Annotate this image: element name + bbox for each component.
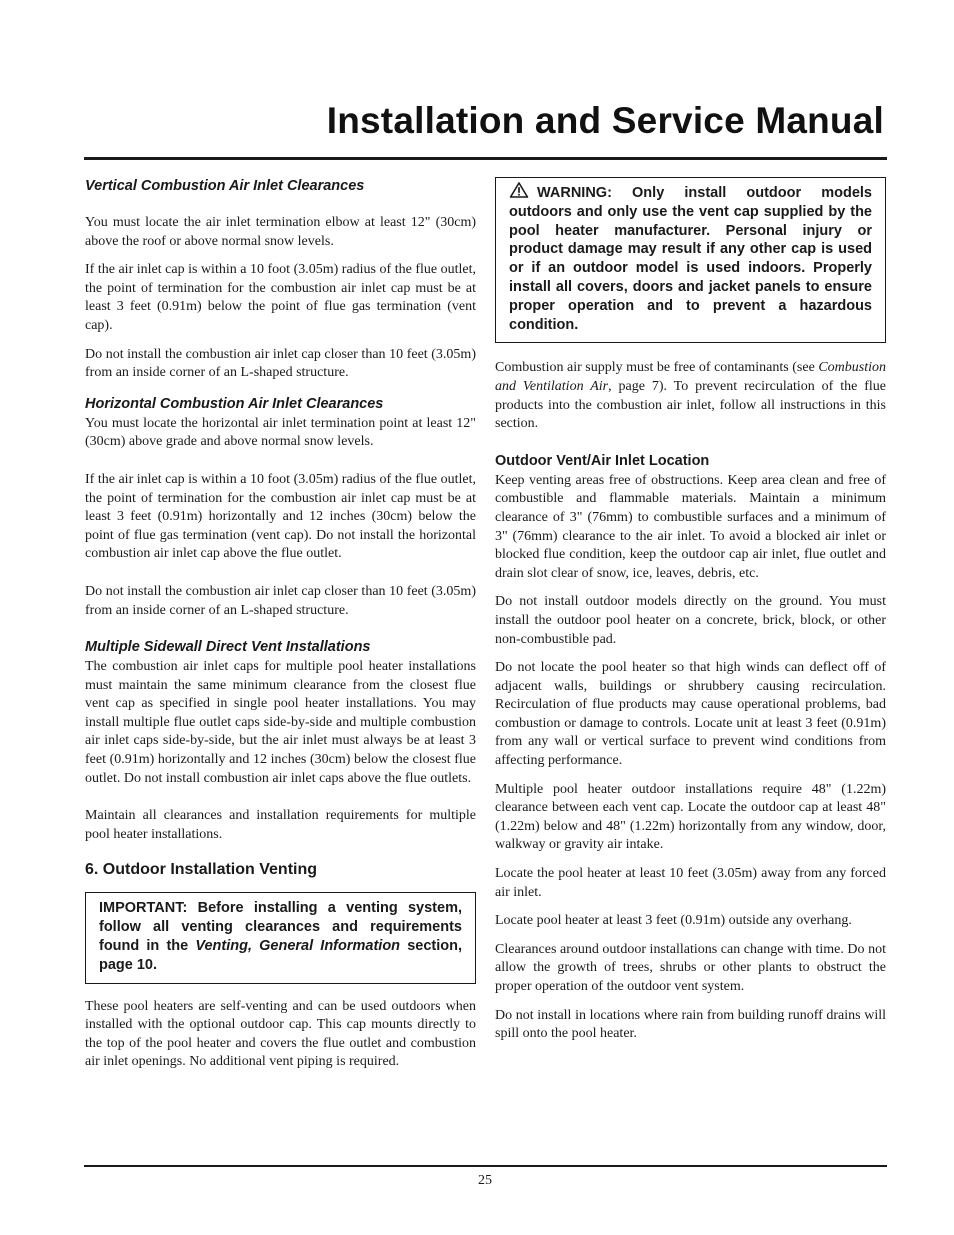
paragraph: Do not install outdoor models directly on the ground. You must install the outdoor pool heater on a concrete, brick, block, or other non-combustible pad. xyxy=(495,594,886,647)
paragraph: Multiple pool heater outdoor installations require 48" (1.22m) clearance between each vent cap. Locate the outdoor cap at least 48" (1.22m) below and 48" (1.22m) horizontally from any window, door, walkway or gravity air intake. xyxy=(495,781,886,853)
paragraph: Locate pool heater at least 3 feet (0.91m) outside any overhang. xyxy=(495,913,852,929)
header-rule xyxy=(84,157,887,160)
warning-text: : Only install outdoor models outdoors and only use the vent cap supplied by the pool heater manufacturer. Personal injury or product damage may result if any other cap is used or if an outdoor model is used indoors. Properly install all covers, doors and jacket panels to ensure proper operation and to prevent a hazardous condition. xyxy=(509,185,872,333)
paragraph: Do not install in locations where rain from building runoff drains will spill onto the pool heater. xyxy=(495,1007,886,1042)
horizontal-clearances-heading: Horizontal Combustion Air Inlet Clearances xyxy=(85,395,384,412)
important-reference: Venting, General Information xyxy=(195,938,401,955)
paragraph: Clearances around outdoor installations can change with time. Do not allow the growth of trees, shrubs or other plants to obstruct the proper operation of the outdoor vent system. xyxy=(495,941,886,994)
paragraph: You must locate the air inlet termination elbow at least 12" (30cm) above the roof or above normal snow levels. xyxy=(85,215,476,249)
important-text-end: section, page 10. xyxy=(99,938,462,973)
paragraph: If the air inlet cap is within a 10 foot (3.05m) radius of the flue outlet, the point of termination for the combustion air inlet cap must be at least 3 feet (0.91m) below the point of flue gas termination (vent cap). xyxy=(85,262,476,333)
section-6-heading: 6. Outdoor Installation Venting xyxy=(85,861,318,879)
paragraph: You must locate the horizontal air inlet termination point at least 12" (30cm) above grade and above normal snow levels. xyxy=(85,415,476,450)
paragraph: Locate the pool heater at least 10 feet (3.05m) away from any forced air inlet. xyxy=(495,866,886,900)
page-title: Installation and Service Manual xyxy=(326,100,884,141)
vertical-clearances-heading: Vertical Combustion Air Inlet Clearances xyxy=(85,178,365,194)
warning-box xyxy=(495,177,886,343)
paragraph: The combustion air inlet caps for multiple pool heater installations must maintain the same minimum clearance from the closest flue vent cap as specified in single pool heater installations. You may install multiple flue outlet caps side-by-side and multiple combustion air inlet caps side-by-side, but the air inlet must always be at least 3 feet (0.91m) horizontally and 12 inches (30cm) below the closest flue outlet. Do not install combustion air inlet caps above the flue outlets. xyxy=(85,659,476,786)
paragraph: Do not install the combustion air inlet cap closer than 10 feet (3.05m) from an inside corner of an L-shaped structure. xyxy=(85,346,476,381)
warning-label: WARNING xyxy=(537,185,608,201)
page-number: 25 xyxy=(478,1173,492,1188)
right-column xyxy=(495,177,886,1054)
left-column xyxy=(85,177,476,1082)
combustion-text: Combustion air supply must be free of contaminants (see xyxy=(495,360,819,376)
multiple-sidewall-heading: Multiple Sidewall Direct Vent Installations xyxy=(85,639,371,656)
warning-triangle-icon xyxy=(509,182,529,198)
paragraph: Maintain all clearances and installation requirements for multiple pool heater installations. xyxy=(85,808,476,842)
important-notice-box xyxy=(85,892,476,983)
important-text: IMPORTANT: Before installing a venting system, follow all venting clearances and requirements found in the xyxy=(99,900,462,955)
outdoor-location-heading: Outdoor Vent/Air Inlet Location xyxy=(495,452,710,469)
footer-rule xyxy=(84,1165,887,1167)
paragraph: These pool heaters are self-venting and can be used outdoors when installed with the optional outdoor cap. This cap mounts directly to the top of the pool heater and covers the flue outlet and combustion air inlet openings. No additional vent piping is required. xyxy=(85,998,476,1070)
paragraph: Keep venting areas free of obstructions. Keep area clean and free of combustible and flammable materials. Maintain a minimum clearance of 3" (76mm) to combustible surfaces and a minimum of 3" (76mm) clearance to the air inlet. To avoid a blocked air inlet or blocked flue condition, keep the outdoor cap air inlet, flue outlet and drain slot clear of snow, ice, leaves, debris, etc. xyxy=(495,472,886,581)
paragraph: Do not install the combustion air inlet cap closer than 10 feet (3.05m) from an inside corner of an L-shaped structure. xyxy=(85,583,476,618)
paragraph: If the air inlet cap is within a 10 foot (3.05m) radius of the flue outlet, the point of termination for the combustion air inlet cap must be at least 3 feet (0.91m) horizontally and 12 inches (30cm) below the point of flue gas termination (vent cap). Do not install the horizontal combustion air inlet cap above the flue outlet. xyxy=(85,471,476,562)
paragraph xyxy=(495,359,886,433)
paragraph: Do not locate the pool heater so that high winds can deflect off of adjacent walls, buildings or shrubbery causing recirculation. Recirculation of flue products may cause operational problems, bad combustion or damage to controls. Locate unit at least 3 feet (0.91m) from any wall or vertical surface to prevent wind conditions from affecting performance. xyxy=(495,660,886,769)
combustion-text-end: , page 7). To prevent recirculation of the flue products into the combustion air inlet, follow all instructions in this section. xyxy=(495,378,886,432)
combustion-reference: Combustion and Ventilation Air xyxy=(495,360,886,394)
